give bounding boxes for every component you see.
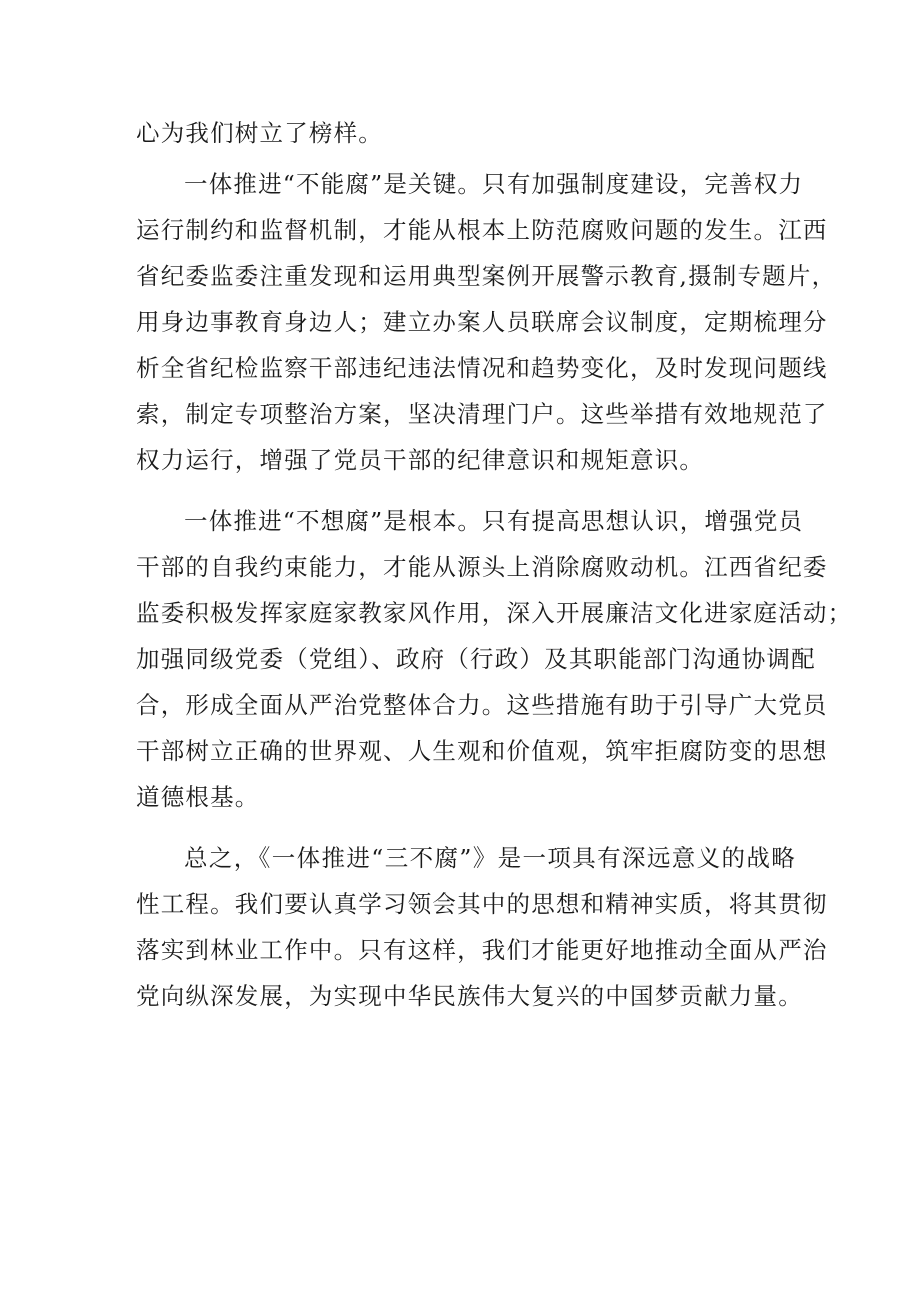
paragraph-line: 党向纵深发展，为实现中华民族伟大复兴的中国梦贡献力量。: [136, 982, 803, 1010]
paragraph-line: 运行制约和监督机制，才能从根本上防范腐败问题的发生。江西: [136, 216, 828, 244]
paragraph-line: 道德根基。: [136, 783, 260, 811]
paragraph-line: 索，制定专项整治方案，坚决清理门户。这些举措有效地规范了: [136, 400, 828, 428]
paragraph-line: 总之，《一体推进“三不腐”》是一项具有深远意义的战略: [184, 844, 796, 872]
paragraph-line: 析全省纪检监察干部违纪违法情况和趋势变化，及时发现问题线: [136, 354, 828, 382]
paragraph-line: 一体推进“不能腐”是关键。只有加强制度建设，完善权力: [184, 170, 804, 198]
paragraph-line: 性工程。我们要认真学习领会其中的思想和精神实质，将其贯彻: [136, 890, 828, 918]
paragraph-line: 合，形成全面从严治党整体合力。这些措施有助于引导广大党员: [136, 691, 828, 719]
paragraph-line: 一体推进“不想腐”是根本。只有提高思想认识，增强党员: [184, 507, 804, 535]
paragraph-line: 干部的自我约束能力，才能从源头上消除腐败动机。江西省纪委: [136, 553, 828, 581]
paragraph-line: 省纪委监委注重发现和运用典型案例开展警示教育,摄制专题片，: [136, 262, 837, 290]
paragraph-line: 监委积极发挥家庭家教家风作用，深入开展廉洁文化进家庭活动；: [136, 599, 853, 627]
paragraph-line: 用身边事教育身边人；建立办案人员联席会议制度，定期梳理分: [136, 308, 828, 336]
paragraph-line: 加强同级党委（党组）、政府（行政）及其职能部门沟通协调配: [136, 645, 816, 673]
paragraph-line: 心为我们树立了榜样。: [136, 119, 383, 147]
paragraph-line: 落实到林业工作中。只有这样，我们才能更好地推动全面从严治: [136, 936, 828, 964]
paragraph-line: 权力运行，增强了党员干部的纪律意识和规矩意识。: [136, 446, 705, 474]
paragraph-line: 干部树立正确的世界观、人生观和价值观，筑牢拒腐防变的思想: [136, 737, 828, 765]
